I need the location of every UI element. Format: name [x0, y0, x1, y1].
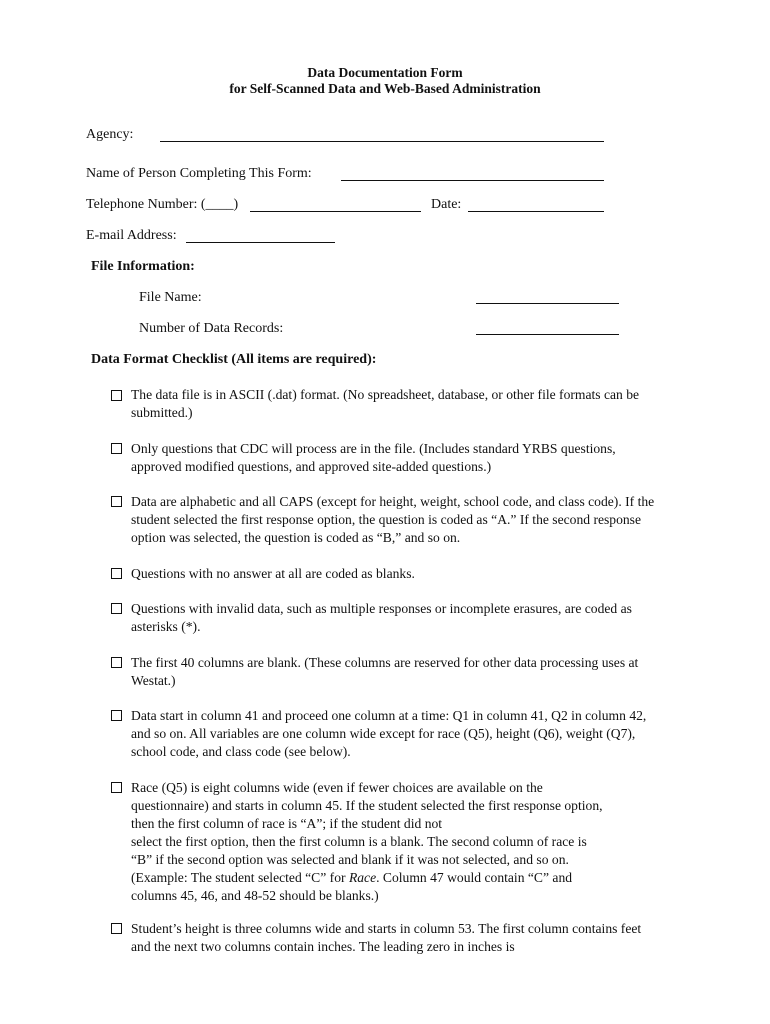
checkbox-caps[interactable]: [111, 496, 122, 507]
agency-label: Agency:: [86, 127, 134, 142]
checklist-header: Data Format Checklist (All items are required):: [91, 352, 377, 367]
area-code-placeholder: (____): [200, 197, 239, 212]
checklist-item-height: Student’s height is three columns wide and starts in column 53. The first column contains feet and the next two columns contain inches. The leading zero in inches is: [131, 921, 642, 954]
file-name-label: File Name:: [139, 290, 202, 305]
form-subtitle: for Self-Scanned Data and Web-Based Administration: [229, 81, 541, 96]
race-line-4: select the first option, then the first column is a blank. The second column of race is: [131, 834, 587, 849]
race-line-3: then the first column of race is “A”; if the student did not: [131, 816, 443, 831]
telephone-field[interactable]: [250, 211, 421, 212]
checklist-item-blanks: Questions with no answer at all are coded as blanks.: [131, 566, 415, 581]
checkbox-questions[interactable]: [111, 443, 122, 454]
checkbox-asterisks[interactable]: [111, 603, 122, 614]
checkbox-race[interactable]: [111, 782, 122, 793]
checkbox-ascii[interactable]: [111, 390, 122, 401]
records-label: Number of Data Records:: [139, 321, 284, 336]
email-label: E-mail Address:: [86, 228, 177, 243]
records-field[interactable]: [476, 334, 619, 335]
checklist-item-caps: Data are alphabetic and all CAPS (except for height, weight, school code, and class code). If the student selected the first response option, the question is coded as “A.” If the second response option was selected, the question is coded as “B,” and so on.: [131, 494, 655, 545]
person-field[interactable]: [341, 180, 604, 181]
race-line-7: columns 45, 46, and 48-52 should be blanks.): [131, 888, 379, 903]
race-line-1: Race (Q5) is eight columns wide (even if fewer choices are available on the: [131, 780, 543, 795]
race-example-em: Race: [348, 870, 377, 885]
checkbox-blanks[interactable]: [111, 568, 122, 579]
person-label: Name of Person Completing This Form:: [86, 166, 312, 181]
race-line-6: [131, 869, 661, 887]
file-name-field[interactable]: [476, 303, 619, 304]
form-title: Data Documentation Form: [307, 65, 463, 80]
race-example-pre: (Example: The student selected “C” for: [131, 870, 346, 885]
checklist-item-ascii: The data file is in ASCII (.dat) format. (No spreadsheet, database, or other file formats can be submitted.): [131, 387, 640, 420]
date-field[interactable]: [468, 211, 604, 212]
race-line-2: questionnaire) and starts in column 45. If the student selected the first response option,: [131, 798, 603, 813]
race-example-post: . Column 47 would contain “C” and: [376, 870, 573, 885]
checkbox-first-columns[interactable]: [111, 657, 122, 668]
checklist-item-asterisks: Questions with invalid data, such as multiple responses or incomplete erasures, are coded as asterisks (*).: [131, 601, 632, 634]
checklist-item-questions: Only questions that CDC will process are in the file. (Includes standard YRBS questions, approved modified questions, and approved site-added questions.): [131, 441, 616, 474]
email-field[interactable]: [186, 242, 335, 243]
checklist-item-data-start: Data start in column 41 and proceed one column at a time: Q1 in column 41, Q2 in column 42, and so on. All variables are one column wide except for race (Q5), height (Q6), weight (Q7), school code, and class code (see below).: [131, 708, 647, 759]
telephone-label: [86, 197, 238, 213]
checklist-item-race: [131, 779, 661, 905]
agency-field[interactable]: [160, 141, 604, 142]
checkbox-height[interactable]: [111, 923, 122, 934]
date-label: Date:: [431, 197, 462, 212]
checklist-item-first-columns: The first 40 columns are blank. (These columns are reserved for other data processing uses at Westat.): [131, 655, 639, 688]
telephone-label-text: Telephone Number:: [86, 197, 198, 212]
race-line-5: “B” if the second option was selected and blank if it was not selected, and so on.: [131, 852, 569, 867]
checkbox-data-start[interactable]: [111, 710, 122, 721]
file-info-header: File Information:: [91, 259, 195, 274]
